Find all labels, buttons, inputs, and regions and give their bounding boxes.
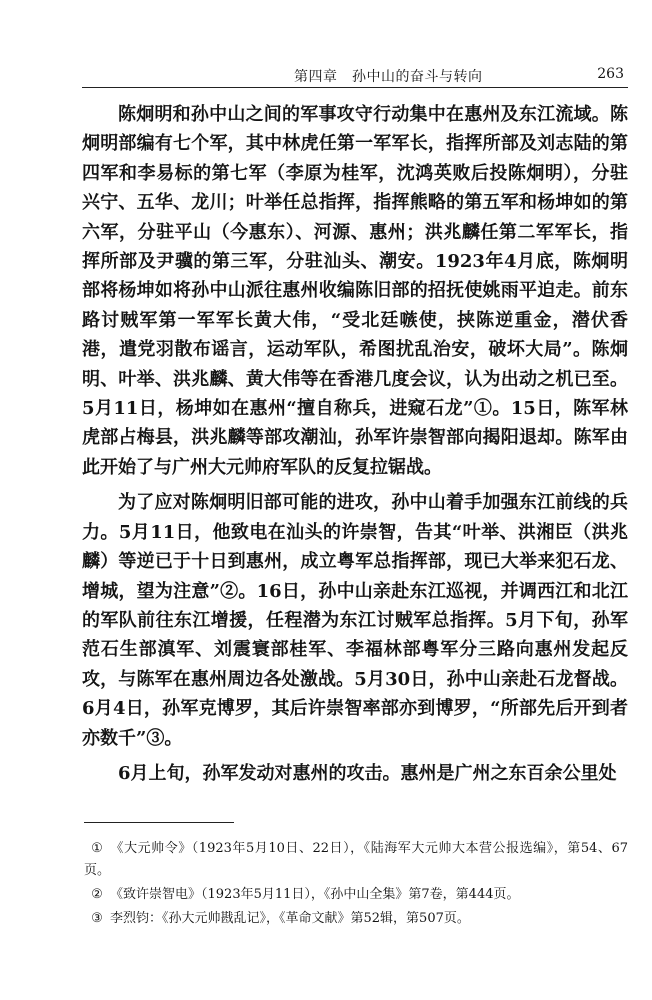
footnote-text: 李烈钧：《孙大元帅戡乱记》，《革命文献》第52辑，第507页。: [110, 911, 470, 926]
footnote-mark: ③: [91, 911, 103, 926]
header-rule: [82, 87, 628, 88]
page-number: 263: [597, 66, 624, 82]
chapter-title: 第四章 孙中山的奋斗与转向: [294, 69, 483, 85]
footnote: [84, 838, 628, 882]
paragraph: 为了应对陈炯明旧部可能的进攻，孙中山着手加强东江前线的兵力。5月11日，他致电在汕头的许崇智，告其“叶举、洪湘臣（洪兆麟）等逆已于十日到惠州，成立粤军总指挥部，现已大举来犯石龙、增城，望为注意”②。16日，孙中山亲赴东江巡视，并调西江和北江的军队前往东江增援，任程潜为东江讨贼军总指挥。5月下旬，孙军范石生部滇军、刘震寰部桂军、李福林部粤军分三路向惠州发起反攻，与陈军在惠州周边各处激战。5月30日，孙中山亲赴石龙督战。6月4日，孙军克博罗，其后许崇智率部亦到博罗，“所部先后开到者亦数千”③。: [82, 492, 628, 749]
paragraph: 陈炯明和孙中山之间的军事攻守行动集中在惠州及东江流域。陈炯明部编有七个军，其中林虎任第一军军长，指挥所部及刘志陆的第四军和李易标的第七军（李原为桂军，沈鸿英败后投陈炯明），分驻兴宁、五华、龙川；叶举任总指挥，指挥熊略的第五军和杨坤如的第六军，分驻平山（今惠东）、河源、惠州；洪兆麟任第二军军长，指挥所部及尹骥的第三军，分驻汕头、潮安。1923年4月底，陈炯明部将杨坤如将孙中山派往惠州收编陈旧部的招抚使姚雨平迫走。前东路讨贼军第一军军长黄大伟，“受北廷嗾使，挟陈逆重金，潜伏香港，遣党羽散布谣言，运动军队，希图扰乱治安，破坏大局”。陈炯明、叶举、洪兆麟、黄大伟等在香港几度会议，认为出动之机已至。5月11日，杨坤如在惠州“擅自称兵，进窥石龙”①。15日，陈军林虎部占梅县，洪兆麟等部攻潮汕，孙军许崇智部向揭阳退却。陈军由此开始了与广州大元帅府军队的反复拉锯战。: [82, 104, 628, 478]
footnotes: [84, 838, 628, 932]
footnote-text: 《致许崇智电》（1923年5月11日），《孙中山全集》第7卷，第444页。: [110, 887, 520, 902]
footnote-mark: ①: [91, 841, 103, 856]
footnote-text: 《大元帅令》（1923年5月10日、22日），《陆海军大元帅大本营公报选编》，第54、67页。: [84, 841, 628, 878]
footnote-rule: [84, 822, 234, 823]
footnote: [84, 884, 628, 906]
body-text: [82, 100, 628, 794]
footnote-mark: ②: [91, 887, 103, 902]
footnote: [84, 908, 628, 930]
paragraph: 6月上旬，孙军发动对惠州的攻击。惠州是广州之东百余公里处: [118, 762, 617, 784]
